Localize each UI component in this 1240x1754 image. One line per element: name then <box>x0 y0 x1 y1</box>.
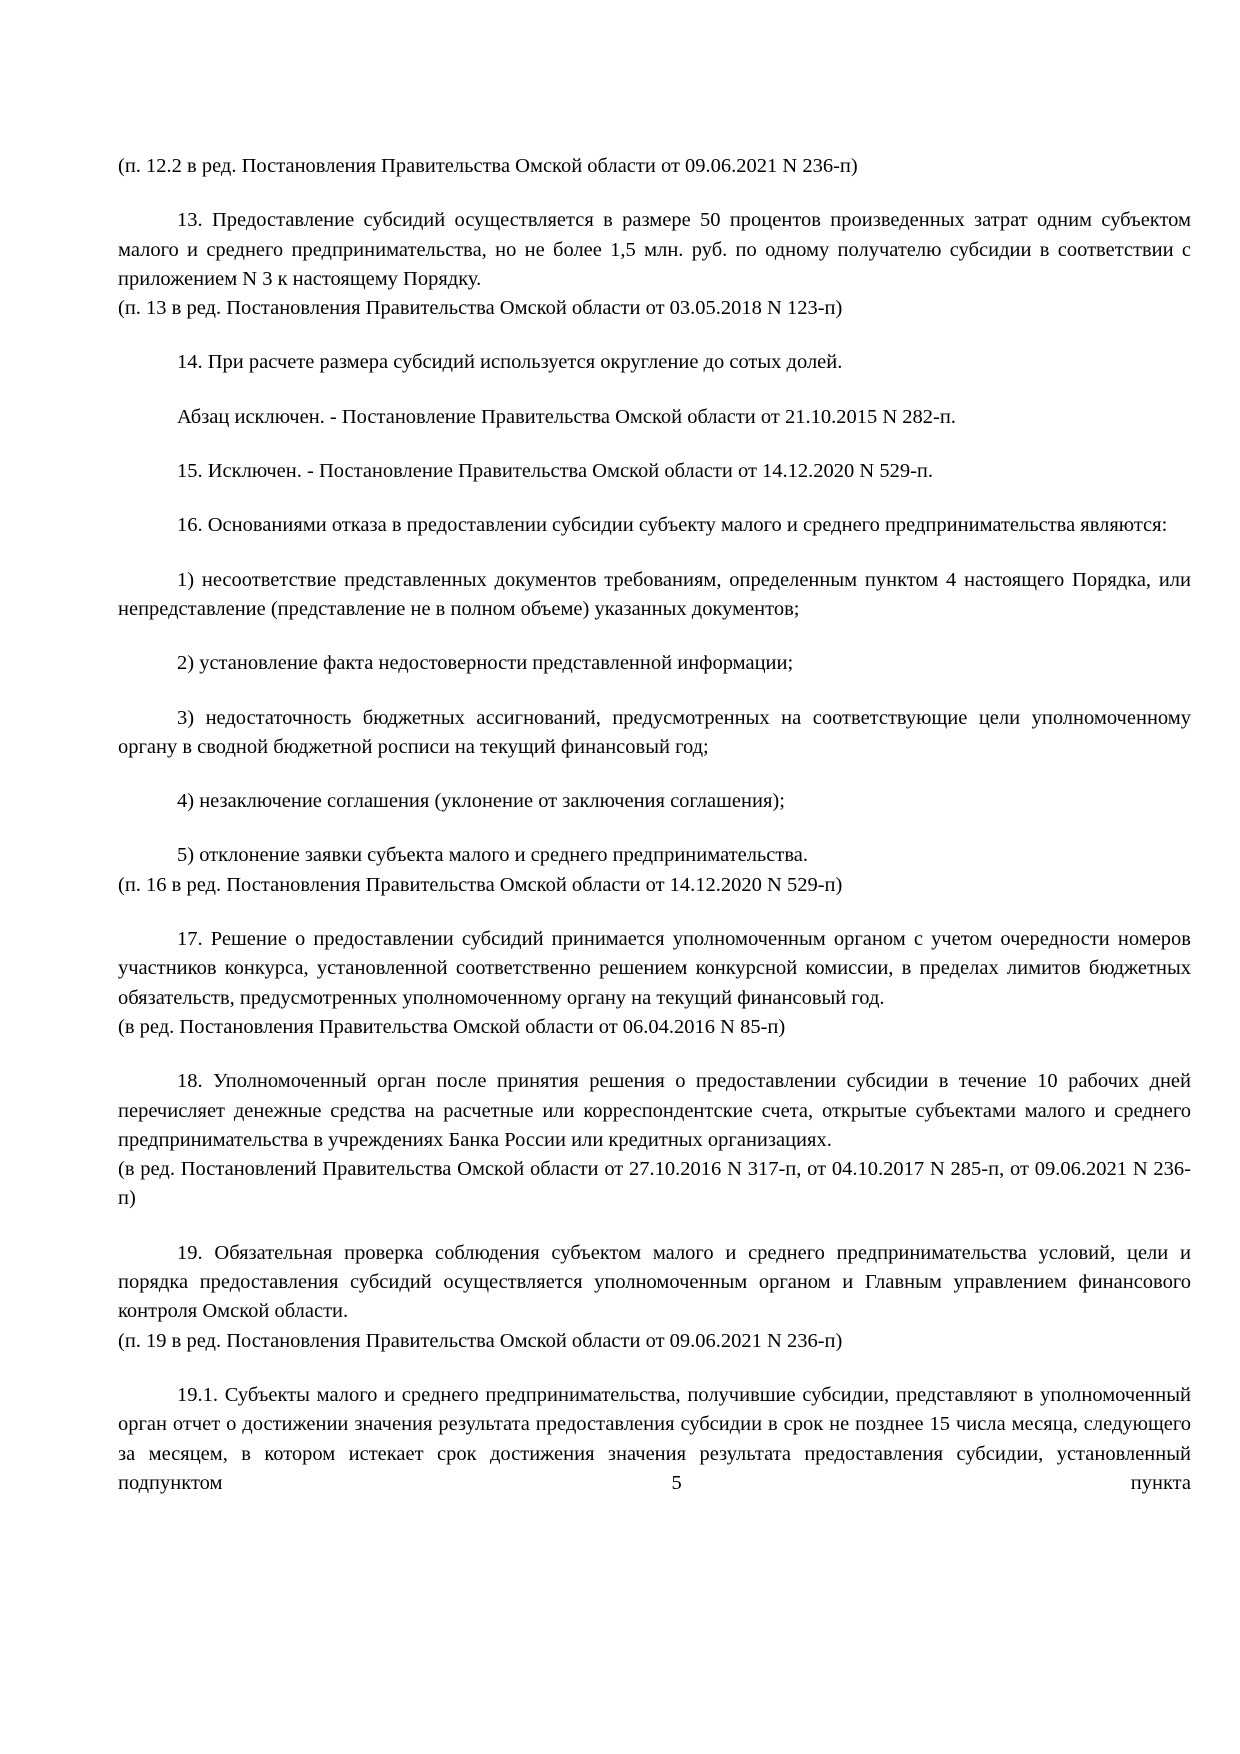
paragraph: 3) недостаточность бюджетных ассигнований, предусмотренных на соответствующие цели уполномоченному органу в сводной бюджетной росписи на текущий финансовый год; <box>118 706 1191 758</box>
paragraph: 19. Обязательная проверка соблюдения субъектом малого и среднего предпринимательства условий, цели и порядка предоставления субсидий осуществляется уполномоченным органом и Главным управлением финансового контроля Омской области. <box>118 1241 1191 1323</box>
amendment-note: (в ред. Постановлений Правительства Омской области от 27.10.2016 N 317-п, от 04.10.2017 N 285-п, от 09.06.2021 N 236-п) <box>118 1158 1191 1210</box>
amendment-note: (п. 16 в ред. Постановления Правительства Омской области от 14.12.2020 N 529-п) <box>118 873 843 896</box>
paragraph: 18. Уполномоченный орган после принятия решения о предоставлении субсидии в течение 10 рабочих дней перечисляет денежные средства на расчетные или корреспондентские счета, открытые субъектами малого и среднего предпринимательства в учреждениях Банка России или кредитных организациях. <box>118 1070 1191 1151</box>
paragraph: 15. Исключен. - Постановление Правительства Омской области от 14.12.2020 N 529-п. <box>177 460 934 483</box>
paragraph: 19.1. Субъекты малого и среднего предпринимательства, получившие субсидии, представляют в уполномоченный орган отчет о достижении значения результата предоставления субсидии в срок не позднее 15 числа месяца, следующего за месяцем, в котором истекает срок достижения значения результата предоставления субсидии, установленный подпунктом 5 пункта <box>118 1383 1191 1494</box>
paragraph: 2) установление факта недостоверности представленной информации; <box>177 652 794 675</box>
paragraph: 16. Основаниями отказа в предоставлении субсидии субъекту малого и среднего предпринимательства являются: <box>177 514 1168 537</box>
paragraph: Абзац исключен. - Постановление Правительства Омской области от 21.10.2015 N 282-п. <box>177 405 956 428</box>
paragraph: 1) несоответствие представленных документов требованиям, определенным пунктом 4 настоящего Порядка, или непредставление (представление не в полном объеме) указанных документов; <box>118 568 1191 620</box>
paragraph: 13. Предоставление субсидий осуществляется в размере 50 процентов произведенных затрат одним субъектом малого и среднего предпринимательства, но не более 1,5 млн. руб. по одному получателю субсидии в соответствии с приложением N 3 к настоящему Порядку. <box>118 209 1191 290</box>
amendment-note: (п. 19 в ред. Постановления Правительства Омской области от 09.06.2021 N 236-п) <box>118 1329 843 1352</box>
paragraph: 4) незаключение соглашения (уклонение от заключения соглашения); <box>177 790 785 813</box>
paragraph: 14. При расчете размера субсидий используется округление до сотых долей. <box>177 351 843 374</box>
amendment-note: (п. 12.2 в ред. Постановления Правительства Омской области от 09.06.2021 N 236-п) <box>118 155 858 177</box>
document-page <box>118 152 1191 1498</box>
paragraph: 5) отклонение заявки субъекта малого и среднего предпринимательства. <box>177 844 808 867</box>
paragraph: 17. Решение о предоставлении субсидий принимается уполномоченным органом с учетом очередности номеров участников конкурса, установленной соответственно решением конкурсной комиссии, в пределах лимитов бюджетных обязательств, предусмотренных уполномоченному органу на текущий финансовый год. <box>118 928 1191 1009</box>
amendment-note: (в ред. Постановления Правительства Омской области от 06.04.2016 N 85-п) <box>118 1015 786 1038</box>
amendment-note: (п. 13 в ред. Постановления Правительства Омской области от 03.05.2018 N 123-п) <box>118 297 843 320</box>
